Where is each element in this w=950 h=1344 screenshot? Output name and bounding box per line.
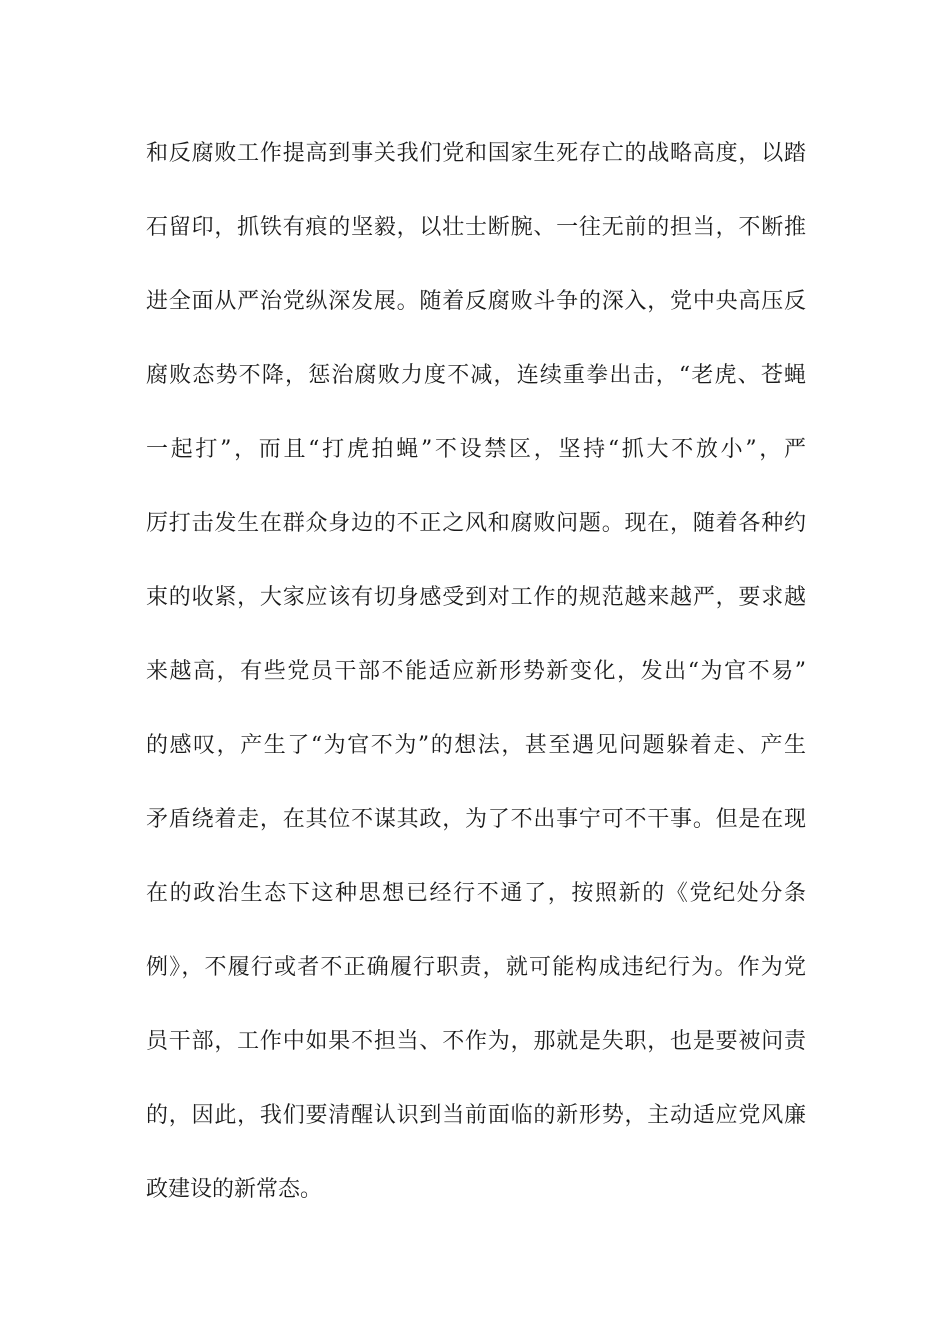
text-line: 石留印，抓铁有痕的坚毅，以壮士断腕、一往无前的担当，不断推 — [146, 215, 806, 240]
text-line: 例》，不履行或者不正确履行职责，就可能构成违纪行为。作为党 — [146, 955, 806, 980]
text-line: 的，因此，我们要清醒认识到当前面临的新形势，主动适应党风廉 — [146, 1103, 806, 1128]
text-line: 的感叹，产生了“为官不为”的想法，甚至遇见问题躲着走、产生 — [146, 733, 806, 758]
text-line: 进全面从严治党纵深发展。随着反腐败斗争的深入，党中央高压反 — [146, 289, 806, 314]
body-paragraph — [146, 132, 806, 1242]
text-line: 腐败态势不降，惩治腐败力度不减，连续重拳出击，“老虎、苍蝇 — [146, 363, 806, 388]
text-line: 政建设的新常态。 — [146, 1177, 323, 1202]
text-line: 矛盾绕着走，在其位不谋其政，为了不出事宁可不干事。但是在现 — [146, 807, 806, 832]
text-line: 一起打”，而且“打虎拍蝇”不设禁区，坚持“抓大不放小”，严 — [146, 437, 806, 462]
text-line: 束的收紧，大家应该有切身感受到对工作的规范越来越严，要求越 — [146, 585, 806, 610]
text-line: 来越高，有些党员干部不能适应新形势新变化，发出“为官不易” — [146, 659, 806, 684]
text-line: 在的政治生态下这种思想已经行不通了，按照新的《党纪处分条 — [146, 881, 806, 906]
text-line: 厉打击发生在群众身边的不正之风和腐败问题。现在，随着各种约 — [146, 511, 806, 536]
text-line: 员干部，工作中如果不担当、不作为，那就是失职，也是要被问责 — [146, 1029, 806, 1054]
text-line: 和反腐败工作提高到事关我们党和国家生死存亡的战略高度，以踏 — [146, 141, 806, 166]
